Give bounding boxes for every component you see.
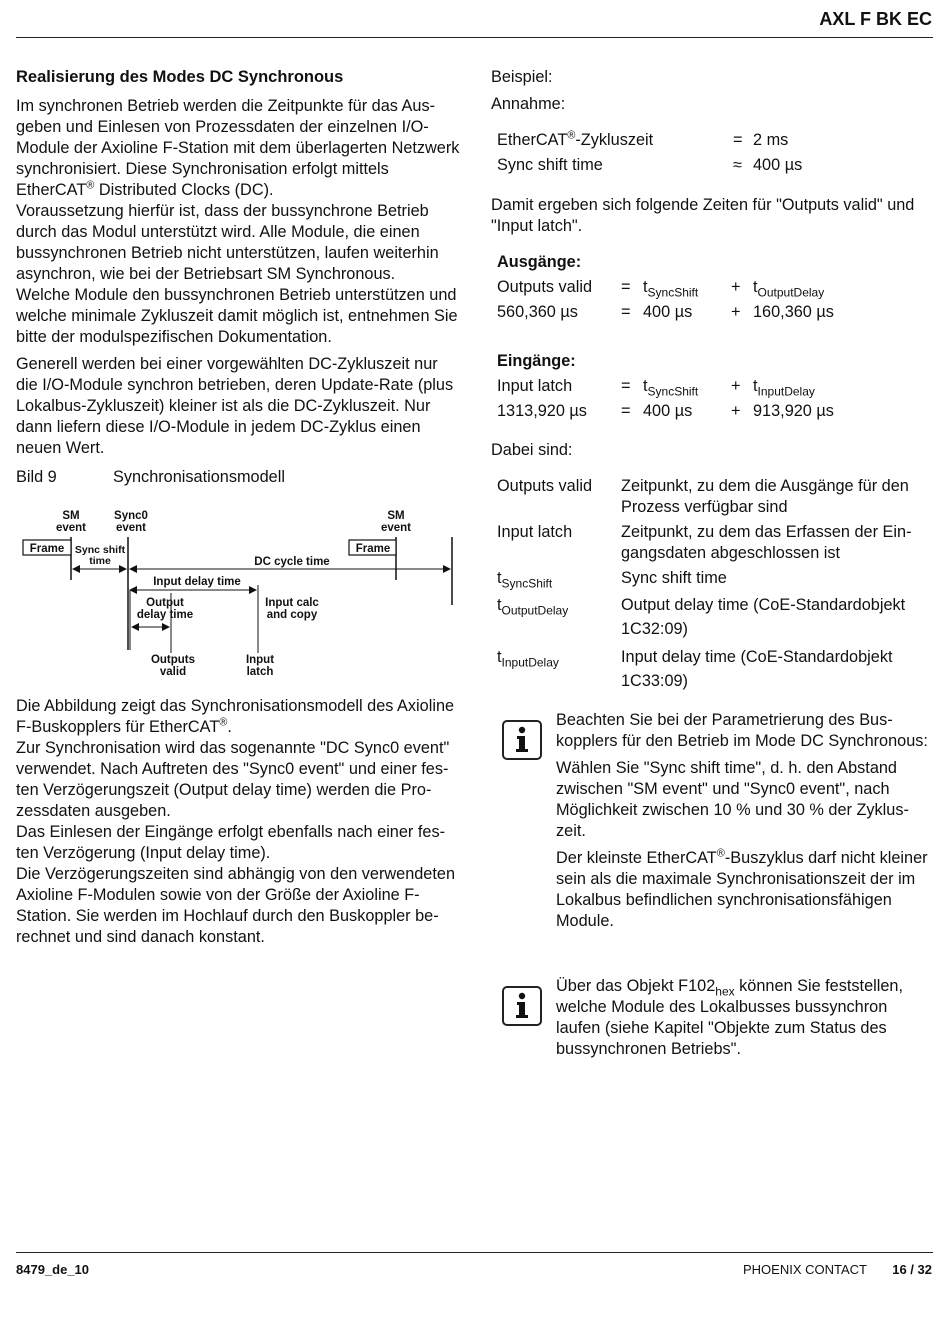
paragraph: Über das Objekt $F102_{hex}$ können Sie feststellen, welche Module des Lokalbusses bussynchron laufen (siehe Kapitel "Objekte zum Status des bussynchronen Betriebs". <box>556 977 903 1058</box>
header-rule <box>16 37 933 38</box>
output-delay-label: delay time <box>136 609 194 621</box>
paragraph: Im synchronen Betrieb werden die Zeitpunkte für das Ausgeben und Einlesen von Prozessdaten der einzelnen I/O-Module der Axioline F-Station mit dem überlagerten Netzwerk synchronisiert. Diese Synchronisation erfolgt mittels EtherCAT® Distributed Clocks (DC). <box>16 97 460 199</box>
info-icon <box>502 720 542 760</box>
sync0-event-label: Sync0 <box>114 510 148 522</box>
synchronisation-diagram <box>16 505 462 685</box>
list-item: $t_{InputDelay}$ Input delay time (CoE-Standardobjekt 1C33:09) <box>497 648 893 690</box>
outputs-valid-label: valid <box>159 666 187 678</box>
footer-rule <box>16 1252 933 1253</box>
note-text <box>556 976 931 1066</box>
dc-cycle-label: DC cycle time <box>254 556 330 568</box>
sm-event-label: SM <box>62 510 80 522</box>
paragraph: Die Verzögerungszeiten sind abhängig von den verwendeten Axioline F-Modulen sowie von der Größe der Axioline F-Station. Sie werden im Hochlauf durch den Buskoppler berechnet und sind danach konstant. <box>16 865 455 946</box>
paragraph: Der kleinste EtherCAT®-Buszyklus darf nicht kleiner sein als die maximale Synchronisationszeit der im Lokalbus befindlichen synchronisationsfähigen Module. <box>556 847 928 930</box>
paragraph: Das Einlesen der Eingänge erfolgt ebenfalls nach einer festen Verzögerung (Input delay time). <box>16 823 446 862</box>
section-heading: Realisierung des Modes DC Synchronous <box>16 68 344 86</box>
company-name: PHOENIX CONTACT <box>743 1262 867 1277</box>
outputs-valid-label: Outputs <box>150 654 196 666</box>
frame-label: Frame <box>355 543 391 555</box>
table-row: 1313,920 µs = 400 µs + 913,920 µs <box>497 401 834 420</box>
info-icon <box>502 986 542 1026</box>
table-row: 560,360 µs = 400 µs + 160,360 µs <box>497 302 834 321</box>
info-icon-glyph <box>504 988 540 1024</box>
outputs-heading: Ausgänge: <box>497 253 582 271</box>
paragraph: Generell werden bei einer vorgewählten DC-Zykluszeit nur die I/O-Module synchron betrieben, deren Update-Rate (plus Lokalbus-Zykluszeit) kleiner ist als die DC-Zykluszeit. Nur dann liefern diese I/O-Module in jedem DC-Zyklus einen neuen Wert. <box>16 355 454 457</box>
left-column-continued <box>16 696 462 948</box>
list-item: $t_{OutputDelay}$ Output delay time (CoE-Standardobjekt 1C32:09) <box>497 596 906 638</box>
inputs-formula <box>497 374 834 423</box>
table-row: Input latch = $t_{SyncShift}$ + $t_{InputDelay}$ <box>497 377 815 399</box>
input-delay-label: Input delay time <box>153 576 241 588</box>
input-latch-label: latch <box>246 666 274 678</box>
paragraph: Beachten Sie bei der Parametrierung des Buskopplers für den Betrieb im Mode DC Synchronous: <box>556 711 928 750</box>
list-item: Input latch Zeitpunkt, zu dem das Erfassen der Eingangsdaten abgeschlossen ist <box>497 523 912 562</box>
input-latch-label: Input <box>245 654 275 666</box>
list-item: $t_{SyncShift}$ Sync shift time <box>497 569 727 591</box>
left-column <box>16 67 462 465</box>
page-number: 16 / 32 <box>892 1262 932 1277</box>
list-item: Outputs valid Zeitpunkt, zu dem die Ausgänge für den Prozess verfügbar sind <box>497 477 909 516</box>
output-delay-label: Output <box>146 597 184 609</box>
definitions-intro: Dabei sind: <box>491 441 573 459</box>
frame-label: Frame <box>29 543 65 555</box>
info-icon-glyph <box>504 722 540 758</box>
sm-event-label: event <box>55 522 87 534</box>
table-row: Sync shift time ≈ 400 µs <box>497 155 803 174</box>
assumption-label: Annahme: <box>491 95 566 113</box>
paragraph: Die Abbildung zeigt das Synchronisationsmodell des Axioline F-Buskopplers für EtherCAT®. <box>16 697 455 736</box>
sm-event-label: event <box>380 522 412 534</box>
sync-shift-label: Sync shift <box>74 544 126 556</box>
sync0-event-label: event <box>115 522 147 534</box>
table-row: Outputs valid = $t_{SyncShift}$ + $t_{OutputDelay}$ <box>497 278 825 300</box>
figure-label: Bild 9 <box>16 468 57 486</box>
document-title: AXL F BK EC <box>819 9 932 29</box>
paragraph: Welche Module den bussynchronen Betrieb unterstützen und welche minimale Zykluszeit damit möglich ist, entnehmen Sie bitte der modulspezifischen Dokumentation. <box>16 286 458 346</box>
paragraph: Wählen Sie "Sync shift time", d. h. den Abstand zwischen "SM event" und "Sync0 event", nach Möglichkeit zwischen 10 % und 30 % der Zykluszeit. <box>556 759 909 840</box>
sm-event-label: SM <box>387 510 405 522</box>
note-text <box>556 710 931 938</box>
example-label: Beispiel: <box>491 68 553 86</box>
assumptions-table <box>497 128 802 177</box>
result-intro: Damit ergeben sich folgende Zeiten für "Outputs valid" und "Input latch". <box>491 196 915 235</box>
input-calc-label: Input calc <box>265 597 319 609</box>
definitions-list <box>497 476 937 693</box>
sync-shift-label: time <box>89 555 111 567</box>
paragraph: Voraussetzung hierfür ist, dass der bussynchrone Betrieb durch das Modul unterstützt wird. Alle Module, die einen bussynchronen Betrieb nicht unterstützen, laufen weiterhin asynchron, wie bei der Betriebsart SM Synchronous. <box>16 202 439 283</box>
document-id: 8479_de_10 <box>16 1262 90 1277</box>
paragraph: Zur Synchronisation wird das sogenannte "DC Sync0 event" verwendet. Nach Auftreten des "Sync0 event" und einer festen Verzögerungszeit (Output delay time) werden die Prozessdaten ausgeben. <box>16 739 450 820</box>
figure-caption: Synchronisationsmodell <box>113 468 285 486</box>
inputs-heading: Eingänge: <box>497 352 576 370</box>
outputs-formula <box>497 275 834 324</box>
input-calc-label: and copy <box>266 609 318 621</box>
table-row: EtherCAT®-Zykluszeit = 2 ms <box>497 129 789 149</box>
